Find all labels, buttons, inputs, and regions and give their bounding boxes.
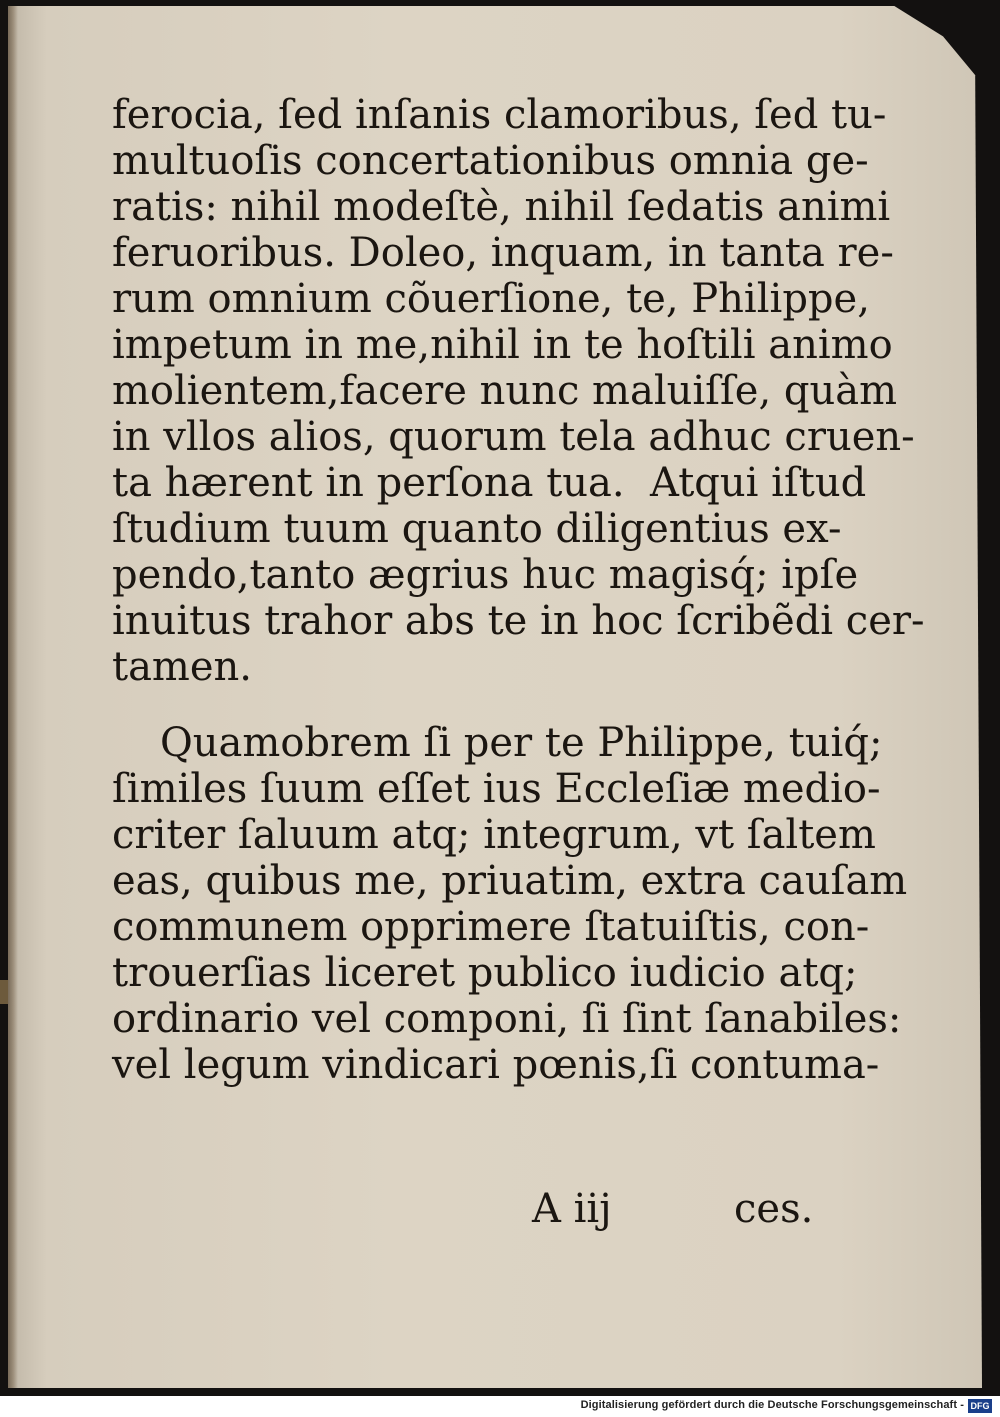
catchword: ces. [734, 1186, 814, 1232]
text-line: Quamobrem ſi per te Philippe, tuiq́; [160, 720, 883, 766]
text-line: impetum in me,nihil in te hoſtili animo [112, 322, 893, 368]
text-line: criter ſaluum atq; integrum, vt ſaltem [112, 812, 876, 858]
page-footer [0, 1186, 1000, 1236]
text-line: vel legum vindicari pœnis,ſi contuma- [112, 1042, 880, 1088]
text-line: ratis: nihil modeſtè, nihil ſedatis animi [112, 184, 891, 230]
signature-mark: A iij [532, 1186, 612, 1232]
text-line: tamen. [112, 644, 252, 690]
text-line: multuoſis concertationibus omnia ge- [112, 138, 869, 184]
text-line: ferocia, ſed inſanis clamoribus, ſed tu- [112, 92, 887, 138]
dfg-logo-icon: DFG [968, 1399, 992, 1413]
text-line: pendo,tanto ægrius huc magisq́; ipſe [112, 552, 859, 598]
text-line: ſtudium tuum quanto diligentius ex- [112, 506, 842, 552]
text-line: eas, quibus me, priuatim, extra cauſam [112, 858, 908, 904]
page-text [112, 92, 925, 1088]
binding-margin-mark [0, 980, 8, 1004]
text-line: rum omnium cõuerſione, te, Philippe, [112, 276, 870, 322]
text-line: ordinario vel componi, ſi ſint ſanabiles: [112, 996, 902, 1042]
paragraph-gap [112, 690, 832, 720]
text-line: in vllos alios, quorum tela adhuc cruen- [112, 414, 915, 460]
credit-bar [0, 1396, 1000, 1417]
text-line: ta hærent in perſona tua. Atqui iſtud [112, 460, 867, 506]
text-line: communem opprimere ſtatuiſtis, con- [112, 904, 870, 950]
text-line: molientem,facere nunc maluiſſe, quàm [112, 368, 898, 414]
funding-credit: Digitalisierung gefördert durch die Deutsche Forschungsgemeinschaft - [580, 1399, 964, 1411]
text-line: ſimiles ſuum eſſet ius Eccleſiæ medio- [112, 766, 881, 812]
page-gutter-shadow [8, 6, 18, 1388]
text-line: feruoribus. Doleo, inquam, in tanta re- [112, 230, 894, 276]
text-line: trouerſias liceret publico iudicio atq; [112, 950, 858, 996]
text-line: inuitus trahor abs te in hoc ſcribẽdi cer- [112, 598, 925, 644]
